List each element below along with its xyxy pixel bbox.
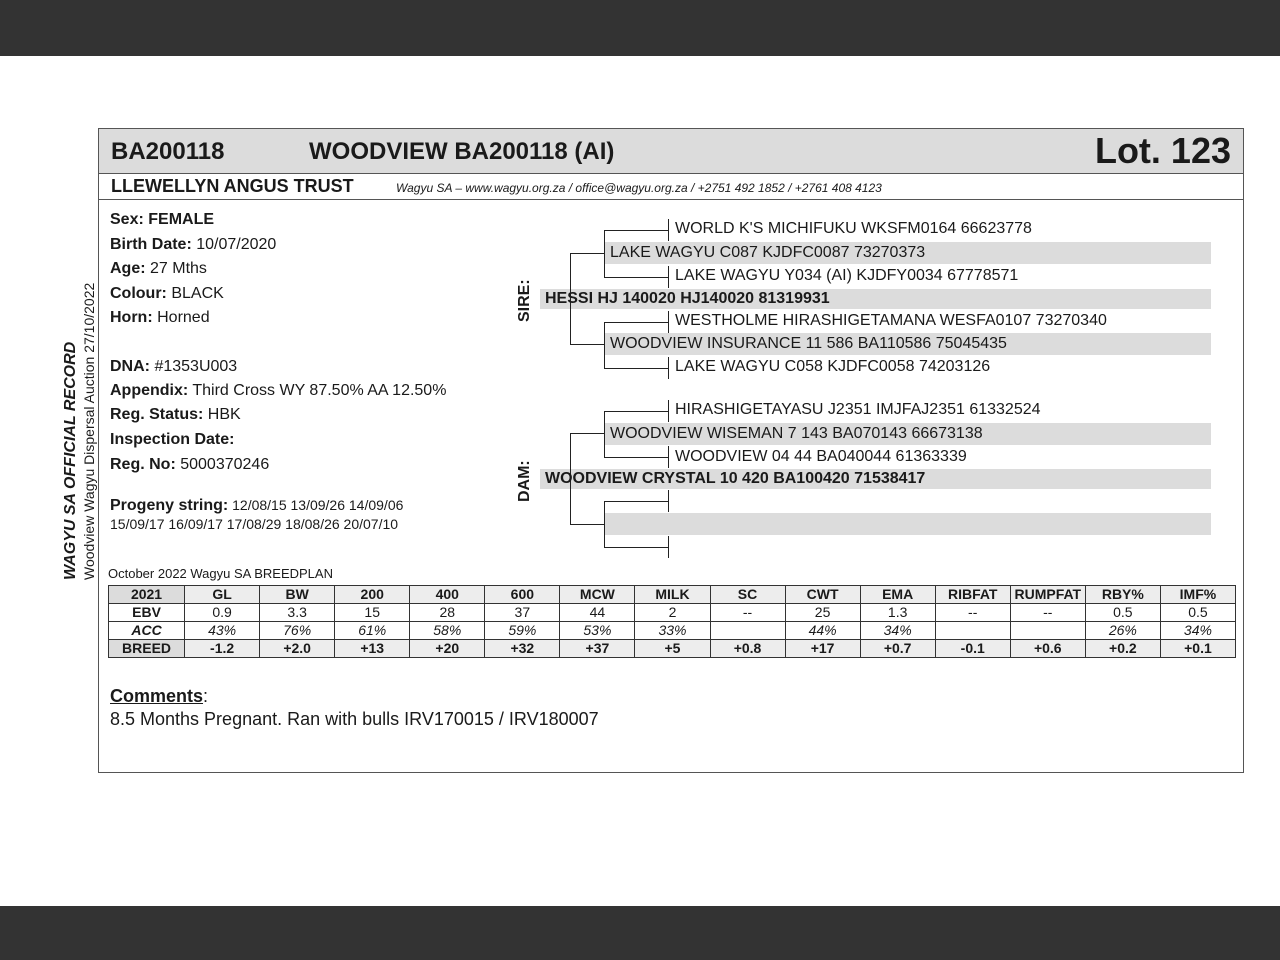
owner-name: LLEWELLYN ANGUS TRUST — [111, 176, 354, 196]
200-header: 200 — [335, 586, 410, 604]
ebv-cell: 2 — [635, 604, 710, 622]
breed-cell: +0.1 — [1160, 640, 1235, 658]
contact-info: Wagyu SA – www.wagyu.org.za / office@wagyu.org.za / +2751 492 1852 / +2761 408 4123 — [396, 181, 882, 195]
dam-branch-top — [570, 433, 604, 434]
breed-cell: +0.8 — [710, 640, 785, 658]
breedplan-table — [108, 585, 1236, 658]
acc-cell — [710, 622, 785, 640]
card-header — [99, 129, 1243, 174]
ebv-cell: 15 — [335, 604, 410, 622]
sd-branch-bottom — [604, 368, 668, 369]
acc-cell — [935, 622, 1010, 640]
sd-branch-top — [604, 322, 668, 323]
inspection-date-label: Inspection Date: — [110, 431, 235, 448]
breed-cell: +37 — [560, 640, 635, 658]
colour-label: Colour: — [110, 285, 167, 302]
breed-cell: +32 — [485, 640, 560, 658]
reg-no — [110, 456, 269, 474]
ds-branch-top — [604, 411, 668, 412]
sds-tick — [668, 311, 669, 333]
breed-cell: +5 — [635, 640, 710, 658]
side-caption — [62, 283, 97, 580]
cwt-header: CWT — [785, 586, 860, 604]
official-record-label: WAGYU SA OFFICIAL RECORD — [62, 341, 79, 580]
year-header: 2021 — [109, 586, 185, 604]
acc-cell: 53% — [560, 622, 635, 640]
sex — [110, 211, 214, 229]
sire: HESSI HJ 140020 HJ140020 81319931 — [545, 290, 830, 307]
ebv-cell: 37 — [485, 604, 560, 622]
ebv-cell: 3.3 — [260, 604, 335, 622]
dam-label: DAM: — [516, 460, 533, 502]
breed-cell: +0.7 — [860, 640, 935, 658]
dna-label: DNA: — [110, 358, 150, 375]
horn-label: Horn: — [110, 309, 153, 326]
acc-cell: 76% — [260, 622, 335, 640]
sex-label: Sex: FEMALE — [110, 211, 215, 228]
acc-cell: 43% — [185, 622, 260, 640]
breed-label: BREED — [109, 640, 185, 658]
breed-cell: -0.1 — [935, 640, 1010, 658]
mcw-header: MCW — [560, 586, 635, 604]
ss-branch-top — [604, 230, 668, 231]
age — [110, 260, 207, 278]
inspection-date — [110, 431, 234, 449]
reg-status-label: Reg. Status: — [110, 406, 204, 423]
comments-section: Comments: 8.5 Months Pregnant. Ran with bulls IRV170015 / IRV180007 — [110, 686, 599, 729]
acc-cell — [1010, 622, 1085, 640]
ebv-cell: 0.5 — [1085, 604, 1160, 622]
milk-header: MILK — [635, 586, 710, 604]
ss-branch-v — [604, 230, 605, 278]
acc-cell: 59% — [485, 622, 560, 640]
ebv-cell: -- — [1010, 604, 1085, 622]
400-header: 400 — [410, 586, 485, 604]
dam-branch-bottom — [570, 524, 604, 525]
age-value: 27 Mths — [150, 260, 207, 277]
breed-cell: +13 — [335, 640, 410, 658]
sire-dam-dam: LAKE WAGYU C058 KJDFC0058 74203126 — [675, 358, 991, 375]
lot-card — [98, 128, 1244, 773]
age-label: Age: — [110, 260, 146, 277]
birth-date — [110, 236, 276, 254]
ebv-cell: 28 — [410, 604, 485, 622]
dd-branch-bottom — [604, 547, 668, 548]
dna-value: #1353U003 — [154, 358, 238, 375]
ebv-cell: 44 — [560, 604, 635, 622]
sire-sire-dam: LAKE WAGYU Y034 (AI) KJDFY0034 67778571 — [675, 267, 1019, 284]
sire-dam: WOODVIEW INSURANCE 11 586 BA110586 75045435 — [610, 335, 1007, 352]
acc-cell: 34% — [860, 622, 935, 640]
ddd-tick — [668, 536, 669, 558]
breed-cell: +0.6 — [1010, 640, 1085, 658]
dam-sire-sire: HIRASHIGETAYASU J2351 IMJFAJ2351 61332524 — [675, 401, 1041, 418]
sire-branch-bottom — [570, 344, 604, 345]
comments-title: Comments — [110, 686, 204, 706]
reg-no-value: 5000370246 — [180, 456, 270, 473]
appendix-label: Appendix: — [110, 382, 189, 399]
sire-branch-top — [570, 253, 604, 254]
progeny-line2: 15/09/17 16/09/17 17/08/29 18/08/26 20/07/10 — [110, 516, 399, 532]
imf-header: IMF% — [1160, 586, 1235, 604]
ds-branch-v — [604, 411, 605, 458]
ebv-cell: 0.9 — [185, 604, 260, 622]
600-header: 600 — [485, 586, 560, 604]
dsd-tick — [668, 446, 669, 468]
progeny-label: Progeny string: — [110, 497, 229, 514]
sire-label: SIRE: — [516, 279, 533, 322]
acc-cell: 61% — [335, 622, 410, 640]
ss-branch-bottom — [604, 277, 668, 278]
horn-value: Horned — [157, 309, 210, 326]
appendix-value: Third Cross WY 87.50% AA 12.50% — [192, 382, 447, 399]
progeny-string — [110, 496, 403, 533]
birth-date-label: Birth Date: — [110, 236, 192, 253]
owner-row — [99, 173, 1243, 200]
progeny-line1: 12/08/15 13/09/26 14/09/06 — [232, 497, 404, 513]
dam: WOODVIEW CRYSTAL 10 420 BA100420 71538417 — [545, 470, 926, 487]
animal-code: BA200118 — [111, 138, 225, 165]
bottom-bar — [0, 906, 1280, 960]
sire-dam-sire: WESTHOLME HIRASHIGETAMANA WESFA0107 73270340 — [675, 312, 1107, 329]
top-bar — [0, 0, 1280, 56]
ebv-row — [109, 604, 1236, 622]
acc-cell: 26% — [1085, 622, 1160, 640]
acc-cell: 34% — [1160, 622, 1235, 640]
acc-cell: 58% — [410, 622, 485, 640]
reg-status — [110, 406, 241, 424]
acc-cell: 33% — [635, 622, 710, 640]
colour-value: BLACK — [171, 285, 224, 302]
acc-cell: 44% — [785, 622, 860, 640]
animal-name: WOODVIEW BA200118 (AI) — [309, 138, 615, 165]
ribfat-header: RIBFAT — [935, 586, 1010, 604]
sire-sire-sire: WORLD K'S MICHIFUKU WKSFM0164 66623778 — [675, 220, 1032, 237]
comments-text: 8.5 Months Pregnant. Ran with bulls IRV170015 / IRV180007 — [110, 709, 599, 729]
sss-tick — [668, 219, 669, 241]
shade-dam-dam — [604, 513, 1211, 535]
reg-no-label: Reg. No: — [110, 456, 176, 473]
ebv-cell: -- — [710, 604, 785, 622]
dam-sire-dam: WOODVIEW 04 44 BA040044 61363339 — [675, 448, 967, 465]
sc-header: SC — [710, 586, 785, 604]
breed-row — [109, 640, 1236, 658]
breed-cell: +20 — [410, 640, 485, 658]
dd-branch-top — [604, 501, 668, 502]
breedplan-title: October 2022 Wagyu SA BREEDPLAN — [108, 566, 333, 581]
rumpfat-header: RUMPFAT — [1010, 586, 1085, 604]
breed-cell: +17 — [785, 640, 860, 658]
ema-header: EMA — [860, 586, 935, 604]
sdd-tick — [668, 357, 669, 379]
lot-number: Lot. 123 — [1094, 130, 1231, 171]
gl-header: GL — [185, 586, 260, 604]
breed-cell: -1.2 — [185, 640, 260, 658]
acc-row — [109, 622, 1236, 640]
ssd-tick — [668, 266, 669, 288]
ebv-cell: 0.5 — [1160, 604, 1235, 622]
breedplan-header-row — [109, 586, 1236, 604]
ds-branch-bottom — [604, 457, 668, 458]
reg-status-value: HBK — [207, 406, 241, 423]
breed-cell: +0.2 — [1085, 640, 1160, 658]
auction-label: Woodview Wagyu Dispersal Auction 27/10/2022 — [81, 282, 97, 580]
ebv-label: EBV — [109, 604, 185, 622]
dd-branch-v — [604, 501, 605, 548]
acc-label: ACC — [109, 622, 185, 640]
dna — [110, 358, 237, 376]
ebv-cell: -- — [935, 604, 1010, 622]
rby-header: RBY% — [1085, 586, 1160, 604]
bw-header: BW — [260, 586, 335, 604]
birth-date-value: 10/07/2020 — [196, 236, 277, 253]
dss-tick — [668, 400, 669, 422]
ebv-cell: 1.3 — [860, 604, 935, 622]
appendix — [110, 382, 446, 400]
sd-branch-v — [604, 322, 605, 369]
sire-sire: LAKE WAGYU C087 KJDFC0087 73270373 — [610, 244, 926, 261]
horn — [110, 309, 210, 327]
ebv-cell: 25 — [785, 604, 860, 622]
breed-cell: +2.0 — [260, 640, 335, 658]
dam-sire: WOODVIEW WISEMAN 7 143 BA070143 66673138 — [610, 425, 983, 442]
dds-tick — [668, 490, 669, 512]
colour — [110, 285, 224, 303]
